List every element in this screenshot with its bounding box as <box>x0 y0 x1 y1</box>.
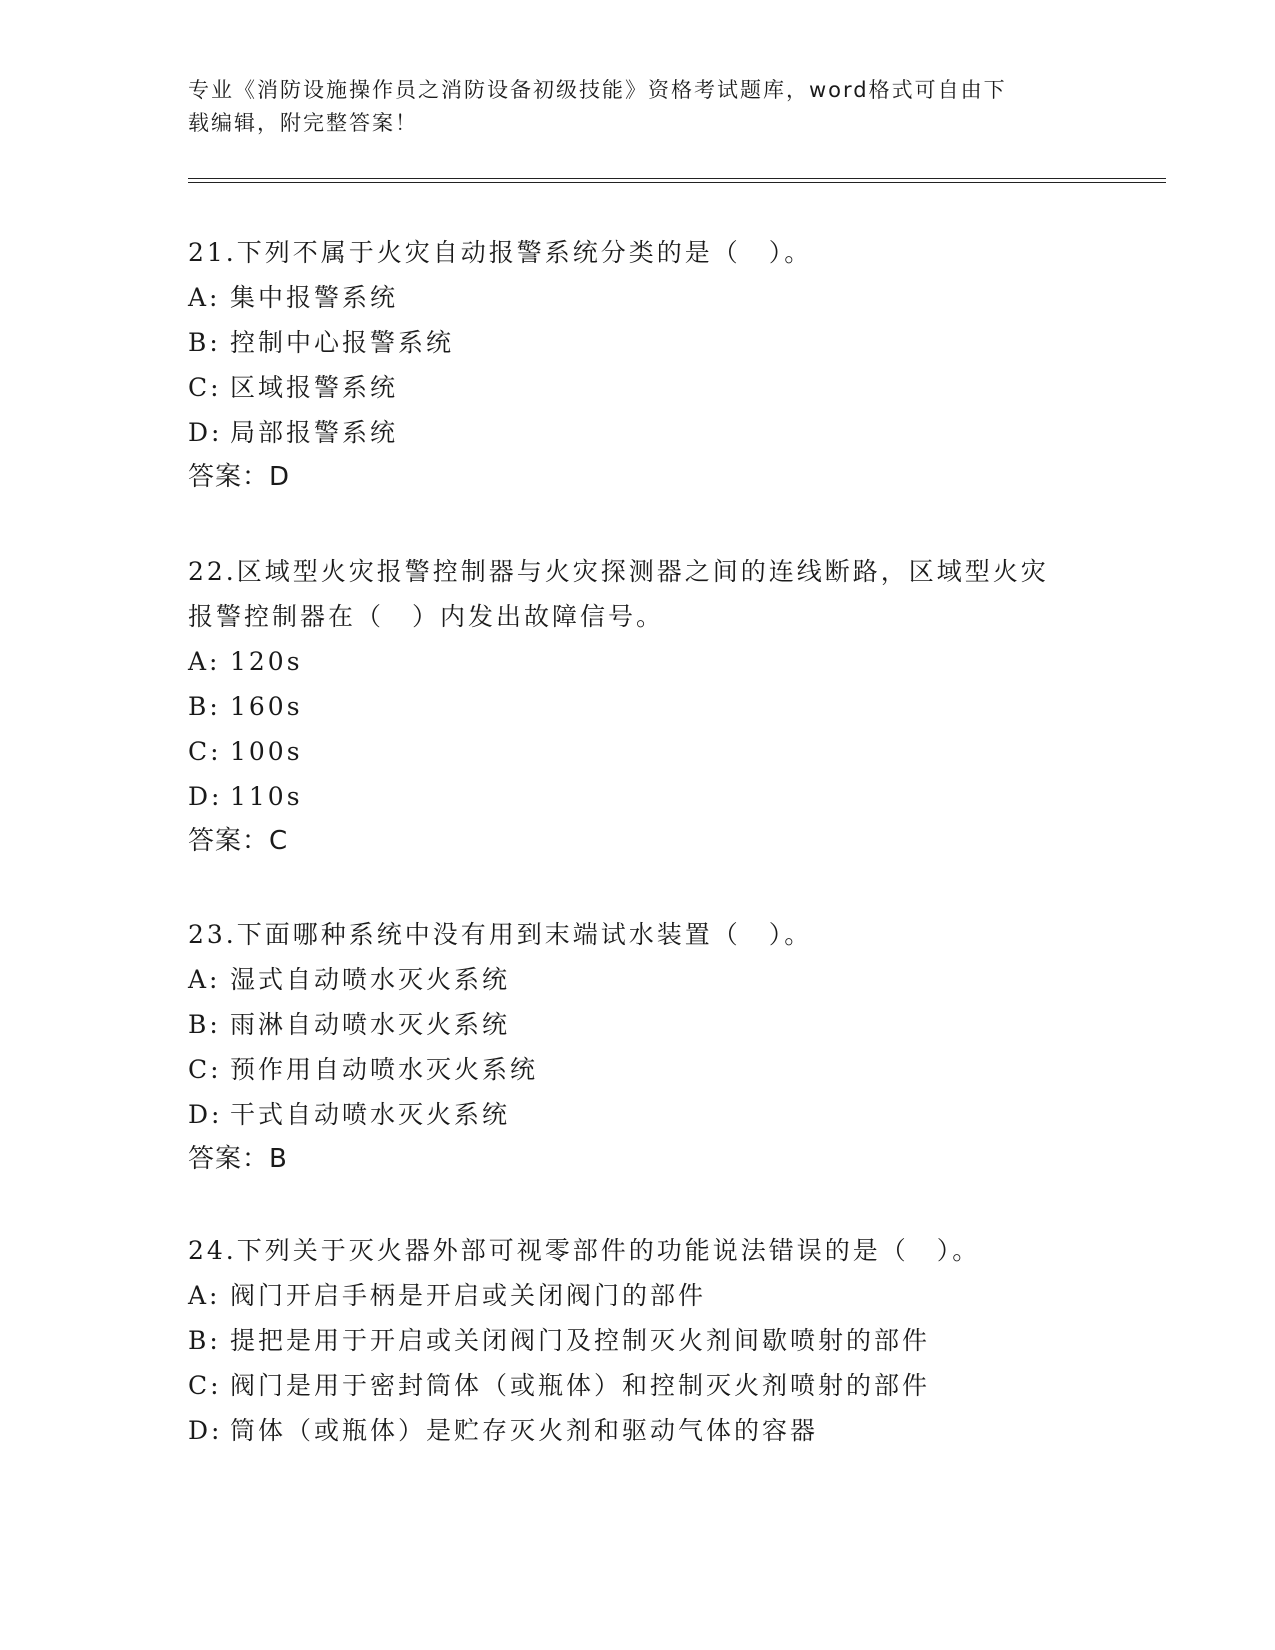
option-letter: C: <box>188 1371 222 1400</box>
option-text: 120s <box>230 647 303 676</box>
answer-line <box>188 455 1088 500</box>
option-text: 局部报警系统 <box>230 418 399 447</box>
question-21 <box>188 230 1088 500</box>
option-letter: B: <box>188 328 221 357</box>
option-text: 雨淋自动喷水灭火系统 <box>230 1010 511 1039</box>
option-a <box>188 1273 1088 1318</box>
option-letter: A: <box>188 647 221 676</box>
answer-value: D <box>269 462 291 492</box>
option-a <box>188 275 1088 320</box>
option-c <box>188 1363 1088 1408</box>
question-stem: 21.下列不属于火灾自动报警系统分类的是（ ）。 <box>188 238 813 267</box>
option-b <box>188 684 1088 729</box>
option-text: 筒体（或瓶体）是贮存灭火剂和驱动气体的容器 <box>230 1416 819 1445</box>
option-d <box>188 774 1088 819</box>
option-text: 湿式自动喷水灭火系统 <box>230 965 511 994</box>
question-stem: 24.下列关于灭火器外部可视零部件的功能说法错误的是（ ）。 <box>188 1236 981 1265</box>
option-letter: C: <box>188 737 222 766</box>
answer-value: C <box>269 826 289 856</box>
option-letter: D: <box>188 782 223 811</box>
option-letter: C: <box>188 1055 222 1084</box>
option-text: 控制中心报警系统 <box>230 328 455 357</box>
answer-label: 答案： <box>188 462 270 492</box>
option-a <box>188 639 1088 684</box>
header-line-1: 专业《消防设施操作员之消防设备初级技能》资格考试题库，word格式可自由下 <box>188 78 1007 102</box>
option-text: 160s <box>230 692 303 721</box>
option-text: 区域报警系统 <box>230 373 399 402</box>
option-d <box>188 1092 1088 1137</box>
option-letter: B: <box>188 692 221 721</box>
question-22 <box>188 549 1088 864</box>
option-text: 阀门开启手柄是开启或关闭阀门的部件 <box>230 1281 707 1310</box>
question-stem-line-2: 报警控制器在（ ）内发出故障信号。 <box>188 602 665 631</box>
option-letter: D: <box>188 1100 223 1129</box>
option-text: 阀门是用于密封筒体（或瓶体）和控制灭火剂喷射的部件 <box>230 1371 931 1400</box>
header-divider <box>188 178 1166 183</box>
option-letter: A: <box>188 965 221 994</box>
option-letter: B: <box>188 1010 221 1039</box>
option-text: 110s <box>230 782 303 811</box>
option-c <box>188 365 1088 410</box>
option-text: 预作用自动喷水灭火系统 <box>230 1055 539 1084</box>
document-header <box>188 74 1068 140</box>
option-c <box>188 729 1088 774</box>
answer-line <box>188 1137 1088 1182</box>
option-b <box>188 1002 1088 1047</box>
answer-line <box>188 819 1088 864</box>
option-c <box>188 1047 1088 1092</box>
option-d <box>188 1408 1088 1453</box>
option-letter: D: <box>188 418 223 447</box>
option-text: 干式自动喷水灭火系统 <box>230 1100 511 1129</box>
answer-label: 答案： <box>188 826 270 856</box>
option-b <box>188 1318 1088 1363</box>
question-23 <box>188 912 1088 1182</box>
option-letter: B: <box>188 1326 221 1355</box>
option-b <box>188 320 1088 365</box>
option-letter: C: <box>188 373 222 402</box>
option-text: 提把是用于开启或关闭阀门及控制灭火剂间歇喷射的部件 <box>230 1326 931 1355</box>
question-24 <box>188 1228 1088 1453</box>
option-letter: D: <box>188 1416 223 1445</box>
question-stem-line-1: 22.区域型火灾报警控制器与火灾探测器之间的连线断路，区域型火灾 <box>188 557 1049 586</box>
option-text: 集中报警系统 <box>230 283 399 312</box>
header-line-2: 载编辑，附完整答案！ <box>188 111 418 135</box>
answer-value: B <box>269 1144 288 1174</box>
question-stem: 23.下面哪种系统中没有用到末端试水装置（ ）。 <box>188 920 813 949</box>
option-text: 100s <box>230 737 303 766</box>
answer-label: 答案： <box>188 1144 270 1174</box>
option-letter: A: <box>188 1281 221 1310</box>
option-a <box>188 957 1088 1002</box>
option-d <box>188 410 1088 455</box>
option-letter: A: <box>188 283 221 312</box>
